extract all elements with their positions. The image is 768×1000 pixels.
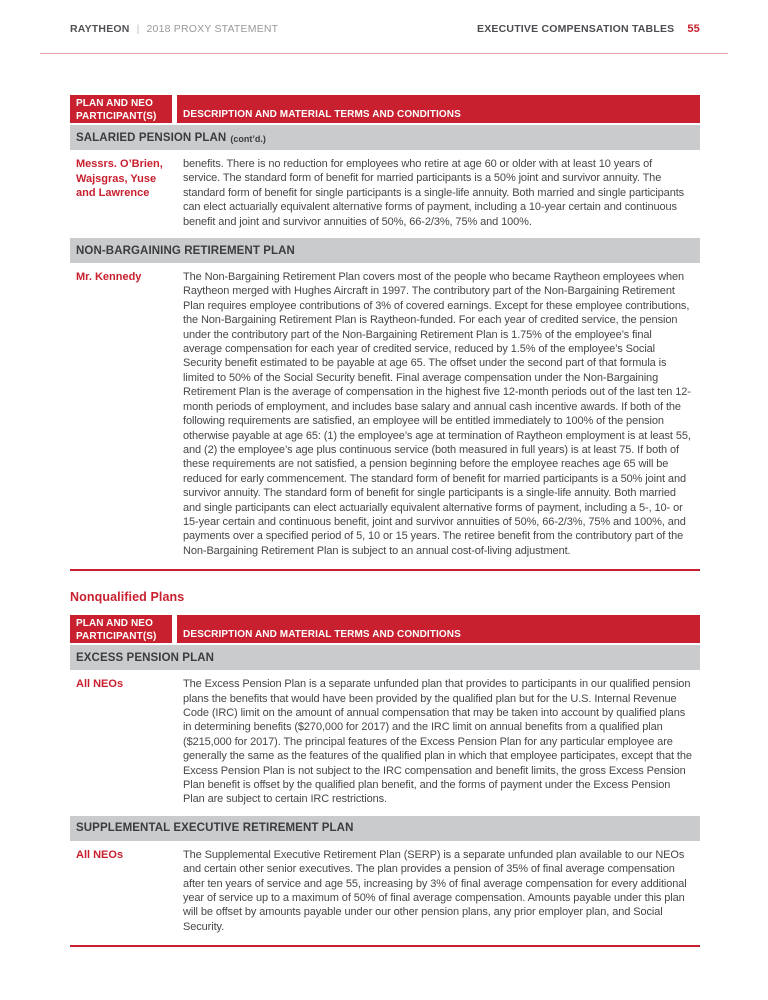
section-bar-non-bargaining-retirement-plan <box>70 238 700 263</box>
table-header-description <box>177 615 700 643</box>
running-head-left <box>70 23 278 35</box>
header-rule <box>40 53 728 54</box>
section-bar-title: NON-BARGAINING RETIREMENT PLAN <box>76 244 295 257</box>
section-bar-supplemental-executive-retirement-plan <box>70 816 700 841</box>
participant-label: Messrs. O’Brien, Wajsgras, Yuse and Lawrence <box>76 158 163 200</box>
plan-description: The Supplemental Executive Retirement Plan (SERP) is a separate unfunded plan available to our NEOs and certain other senior executives. The plan provides a pension of 35% of final average compensation after ten years of service and age 55, increasing by 3% of final average compensation for every additional year of service up to a maximum of 50% of final average compensation. Amounts payable under this plan will be offset by amounts payable under our other pension plans, any prior employer plan, and Social Security. <box>183 848 687 933</box>
nonqualified-plans-heading: Nonqualified Plans <box>70 590 185 605</box>
table-header-participants-line2: PARTICIPANT(S) <box>76 630 157 642</box>
participant-label: All NEOs <box>76 678 124 691</box>
table-header-participants-line1: PLAN AND NEO <box>76 618 153 630</box>
header-separator: | <box>136 23 140 35</box>
section-bar-excess-pension-plan <box>70 645 700 670</box>
plan-description: The Excess Pension Plan is a separate unfunded plan that provides to participants in our qualified pension plans the benefits that would have been provided by the qualified plan but for the U.S. Internal Revenue Code (IRC) limit on the amount of annual compensation that may be taken into account by qualified plans in determining benefits ($270,000 for 2017) and the IRC limit on annual benefits from a qualified plan ($215,000 for 2017). The principal features of the Excess Pension Plan for any particular employee are generally the same as the features of the qualified plan in which that employee participates, except that the Excess Pension Plan is not subject to the IRC compensation and benefit limits, the gross Excess Pension Plan benefit is offset by the qualified plan benefit, and the forms of payment under the Excess Pension Plan are subject to certain IRC restrictions. <box>183 678 692 806</box>
page-content <box>70 95 700 947</box>
running-head <box>70 23 700 35</box>
table-header-description-label: DESCRIPTION AND MATERIAL TERMS AND CONDITIONS <box>183 629 461 641</box>
section-bar-title: EXCESS PENSION PLAN <box>76 651 215 664</box>
page-number: 55 <box>687 23 700 35</box>
qualified-plans-table <box>70 95 700 571</box>
participant-label: All NEOs <box>76 848 124 861</box>
section-bar-title: SALARIED PENSION PLAN <box>76 131 227 144</box>
table-header-description-label: DESCRIPTION AND MATERIAL TERMS AND CONDITIONS <box>183 109 461 120</box>
table-header-participants <box>70 95 172 123</box>
section-bar-suffix: (cont’d.) <box>230 133 266 144</box>
brand-name: RAYTHEON <box>70 23 130 35</box>
running-head-right <box>477 23 700 35</box>
table-header-row <box>70 95 700 123</box>
table-header-participants <box>70 615 172 643</box>
plan-description: benefits. There is no reduction for employees who retire at age 60 or older with at least 10 years of service. The standard form of benefit for married participants is a 50% joint and survivor annuity. The standard form of benefit for single participants is a single-life annuity. Both married and single participants can elect actuarially equivalent alternative forms of payment, including a 10-year certain and continuous benefit and joint and survivor annuities of 50%, 66-2/3%, 75% and 100%. <box>183 158 685 228</box>
document-title: 2018 PROXY STATEMENT <box>146 23 279 35</box>
table-row <box>70 670 700 816</box>
participant-label: Mr. Kennedy <box>76 271 142 284</box>
table-row <box>70 150 700 238</box>
table-header-participants-line2: PARTICIPANT(S) <box>76 110 157 122</box>
table-header-participants-line1: PLAN AND NEO <box>76 98 153 109</box>
plan-description: The Non-Bargaining Retirement Plan covers most of the people who became Raytheon employees when Raytheon merged with Hughes Aircraft in 1997. The contributory part of the Non-Bargaining Retirement Plan requires employee contributions of 3% of covered earnings. Except for these employee contributions, the Non-Bargaining Retirement Plan is Raytheon-funded. For each year of credited service, the pension under the contributory part of the Non-Bargaining Retirement Plan is 1.75% of the employee’s final average compensation for each year of credited service, reduced by 1.5% of the employee’s Social Security benefit estimated to be payable at age 65. The offset under the second part of that formula is limited to 50% of the Social Security benefit. Final average compensation under the Non-Bargaining Retirement Plan is the average of compensation in the highest five 12-month periods out of the last ten 12-month periods of employment, and includes base salary and annual cash incentive awards. If both of the following requirements are satisfied, an employee will be entitled immediately to 100% of the pension otherwise payable at age 65: (1) the employee’s age at termination of Raytheon employment is at least 55, and (2) the employee’s age plus continuous service (both measured in full years) is at least 75. If both of these requirements are not satisfied, a pension beginning before the employee reaches age 65 will be reduced for early commencement. The standard form of benefit for married participants is a 50% joint and survivor annuity. The standard form of benefit for single participants is a single-life annuity. Both married and single participants can elect actuarially equivalent alternative forms of payment, including a 5-, 10- or 15-year certain and continuous benefit, joint and survivor annuities of 50%, 66-2/3%, 75% and 100%, and payments over a specified period of 5, 10 or 15 years. The retiree benefit from the contributory part of the Non-Bargaining Retirement Plan is subject to an annual cost-of-living adjustment. <box>183 271 691 557</box>
section-bar-salaried-pension-plan <box>70 125 700 150</box>
nonqualified-plans-table <box>70 615 700 947</box>
table-row <box>70 263 700 569</box>
section-bar-title: SUPPLEMENTAL EXECUTIVE RETIREMENT PLAN <box>76 822 354 835</box>
table-row <box>70 841 700 945</box>
table-header-row <box>70 615 700 643</box>
section-title: EXECUTIVE COMPENSATION TABLES <box>477 23 675 35</box>
table-header-description <box>177 95 700 123</box>
